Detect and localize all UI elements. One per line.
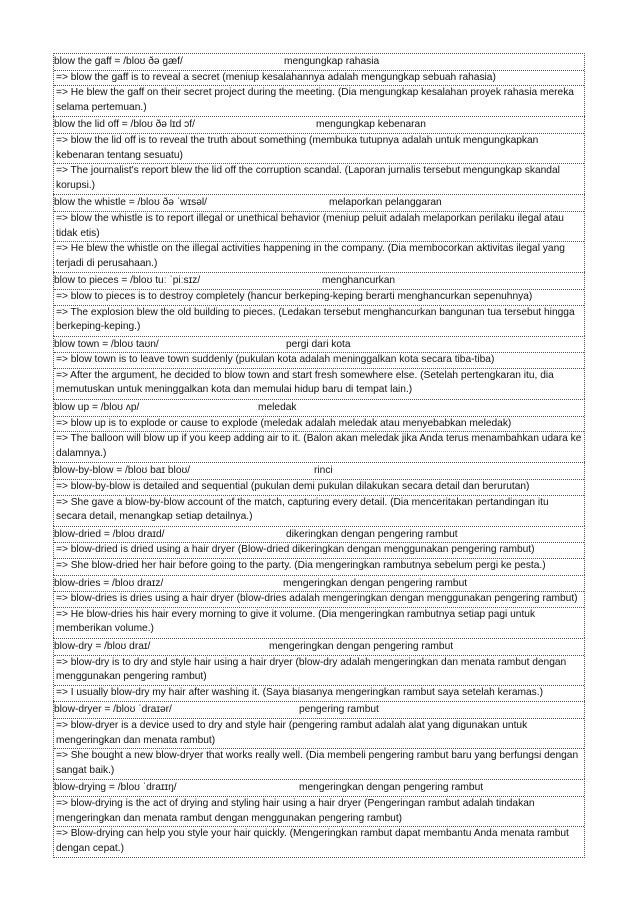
example-line: => She bought a new blow-dryer that works really well. (Dia membeli pengering rambut baru yang berfungsi dengan sangat baik.): [56, 750, 579, 776]
entry-8: [53, 575, 585, 638]
entry-term: blow the whistle = /bloʊ ðə ˈwɪsəl/: [54, 197, 207, 209]
example-line: => She gave a blow-by-blow account of the match, capturing every detail. (Dia menceritakan pertandingan itu secara detail, menangkap setiap detailnya.): [56, 496, 549, 523]
entry-head: [54, 401, 584, 417]
definition-line: => blow-drying is the act of drying and styling hair using a hair dryer (Pengeringan rambut adalah tindakan mengeringkan dan menata rambut dengan menggunakan pengering rambut): [54, 797, 584, 827]
entry-translation: mengeringkan dengan pengering rambut: [269, 640, 454, 652]
entry-3: [53, 272, 585, 335]
example-line: => I usually blow-dry my hair after washing it. (Saya biasanya mengeringkan rambut saya setelah keramas.): [56, 686, 543, 698]
example-line: => He blew the whistle on the illegal activities happening in the company. (Dia membocorkan aktivitas ilegal yang terjadi di perusahaan.): [56, 243, 565, 269]
entry-translation: pergi dari kota: [286, 338, 351, 350]
entry-term: blow-by-blow = /bloʊ baɪ bloʊ/: [54, 465, 191, 477]
entry-translation: rinci: [314, 465, 333, 477]
entry-head: [54, 118, 584, 134]
entry-7: [53, 526, 585, 575]
definition-line: => blow the lid off is to reveal the truth about something (membuka tutupnya adalah untuk mengungkapkan kebenaran tentang sesuatu): [54, 134, 584, 164]
example-line: => Blow-drying can help you style your hair quickly. (Mengeringkan rambut dapat membantu Anda menata rambut dengan cepat.): [56, 828, 569, 854]
entry-term: blow-dry = /bloʊ draɪ/: [54, 640, 151, 652]
entry-term: blow-dries = /bloʊ draɪz/: [54, 577, 164, 589]
definition-line: => blow-dries is dries using a hair dryer (blow-dries adalah mengeringkan dengan menggunakan pengering rambut): [54, 592, 584, 608]
entry-term: blow up = /bloʊ ʌp/: [54, 402, 140, 414]
entry-term: blow-dryer = /bloʊ ˈdraɪər/: [54, 704, 172, 716]
entry-term: blow town = /bloʊ taʊn/: [54, 338, 159, 350]
entry-head: [54, 274, 584, 290]
example-line: => The explosion blew the old building to pieces. (Ledakan tersebut menghancurkan bangunan tua tersebut hingga berkeping-keping.): [56, 306, 575, 333]
entry-head: [54, 640, 584, 656]
entry-translation: pengering rambut: [299, 704, 379, 716]
example-line: => The journalist's report blew the lid off the corruption scandal. (Laporan jurnalis tersebut mengungkap skandal korupsi.): [56, 165, 560, 191]
definition-line: => blow-dried is dried using a hair dryer (Blow-dried dikeringkan dengan menggunakan pengering rambut): [54, 543, 584, 559]
entry-head: [54, 196, 584, 212]
definition-line: => blow-dry is to dry and style hair using a hair dryer (blow-dry adalah mengeringkan dan menata rambut dengan menggunakan pengering rambut): [54, 656, 584, 686]
entry-term: blow-drying = /bloʊ ˈdraɪɪŋ/: [54, 782, 177, 794]
definition-line: => blow-by-blow is detailed and sequential (pukulan demi pukulan dilakukan secara detail dan berurutan): [54, 480, 584, 496]
entry-translation: mengungkap kebenaran: [316, 119, 426, 131]
entry-term: blow the lid off = /bloʊ ðə lɪd ɔf/: [54, 119, 195, 131]
entry-term: blow the gaff = /bloʊ ðə gæf/: [54, 56, 183, 67]
vocabulary-page: [53, 53, 585, 858]
entry-term: blow to pieces = /bloʊ tuː ˈpiːsɪz/: [54, 275, 201, 287]
entry-translation: melaporkan pelanggaran: [329, 197, 442, 209]
entry-head: [54, 781, 584, 797]
definition-line: => blow the whistle is to report illegal or unethical behavior (meniup peluit adalah melaporkan perilaku ilegal atau tidak etis): [54, 212, 584, 242]
entry-translation: dikeringkan dengan pengering rambut: [286, 528, 458, 540]
definition-line: => blow-dryer is a device used to dry and style hair (pengering rambut adalah alat yang digunakan untuk mengeringkan dan menata rambut): [54, 719, 584, 749]
entry-11: [53, 779, 585, 858]
definition-line: => blow up is to explode or cause to explode (meledak adalah meledak atau menyebabkan meledak): [54, 417, 584, 433]
entry-5: [53, 399, 585, 462]
entry-translation: meledak: [258, 402, 297, 414]
entry-term: blow-dried = /bloʊ draɪd/: [54, 528, 165, 540]
entry-translation: mengeringkan dengan pengering rambut: [283, 577, 468, 589]
entry-10: [53, 701, 585, 779]
entry-head: [54, 703, 584, 719]
entry-9: [53, 638, 585, 701]
entry-head: [54, 528, 584, 544]
entry-translation: mengungkap rahasia: [284, 56, 380, 67]
entry-2: [53, 194, 585, 272]
definition-line: => blow town is to leave town suddenly (pukulan kota adalah meninggalkan kota secara tiba-tiba): [54, 353, 584, 369]
entry-translation: menghancurkan: [322, 275, 396, 287]
definition-line: => blow to pieces is to destroy completely (hancur berkeping-keping berarti menghancurkan sepenuhnya): [54, 290, 584, 306]
entry-head: [54, 55, 584, 71]
example-line: => He blew the gaff on their secret project during the meeting. (Dia mengungkap kesalahan proyek rahasia mereka selama pertemuan.): [56, 87, 574, 113]
entry-head: [54, 338, 584, 354]
entry-head: [54, 577, 584, 593]
entry-translation: mengeringkan dengan pengering rambut: [299, 782, 484, 794]
example-line: => She blow-dried her hair before going to the party. (Dia mengeringkan rambutnya sebelum pergi ke pesta.): [56, 560, 546, 571]
entry-0: [53, 53, 585, 116]
entry-4: [53, 336, 585, 399]
example-line: => He blow-dries his hair every morning to give it volume. (Dia mengeringkan rambutnya setiap pagi untuk memberikan volume.): [56, 608, 536, 635]
entry-1: [53, 116, 585, 194]
entry-6: [53, 462, 585, 525]
example-line: => The balloon will blow up if you keep adding air to it. (Balon akan meledak jika Anda terus menambahkan udara ke dalamnya.): [56, 433, 582, 459]
example-line: => After the argument, he decided to blow town and start fresh somewhere else. (Setelah pertengkaran itu, dia memutuskan untuk meninggalkan kota dan memulai hidup baru di tempat lain.): [56, 369, 554, 396]
entry-head: [54, 464, 584, 480]
definition-line: => blow the gaff is to reveal a secret (meniup kesalahannya adalah mengungkap sebuah rahasia): [54, 71, 584, 87]
